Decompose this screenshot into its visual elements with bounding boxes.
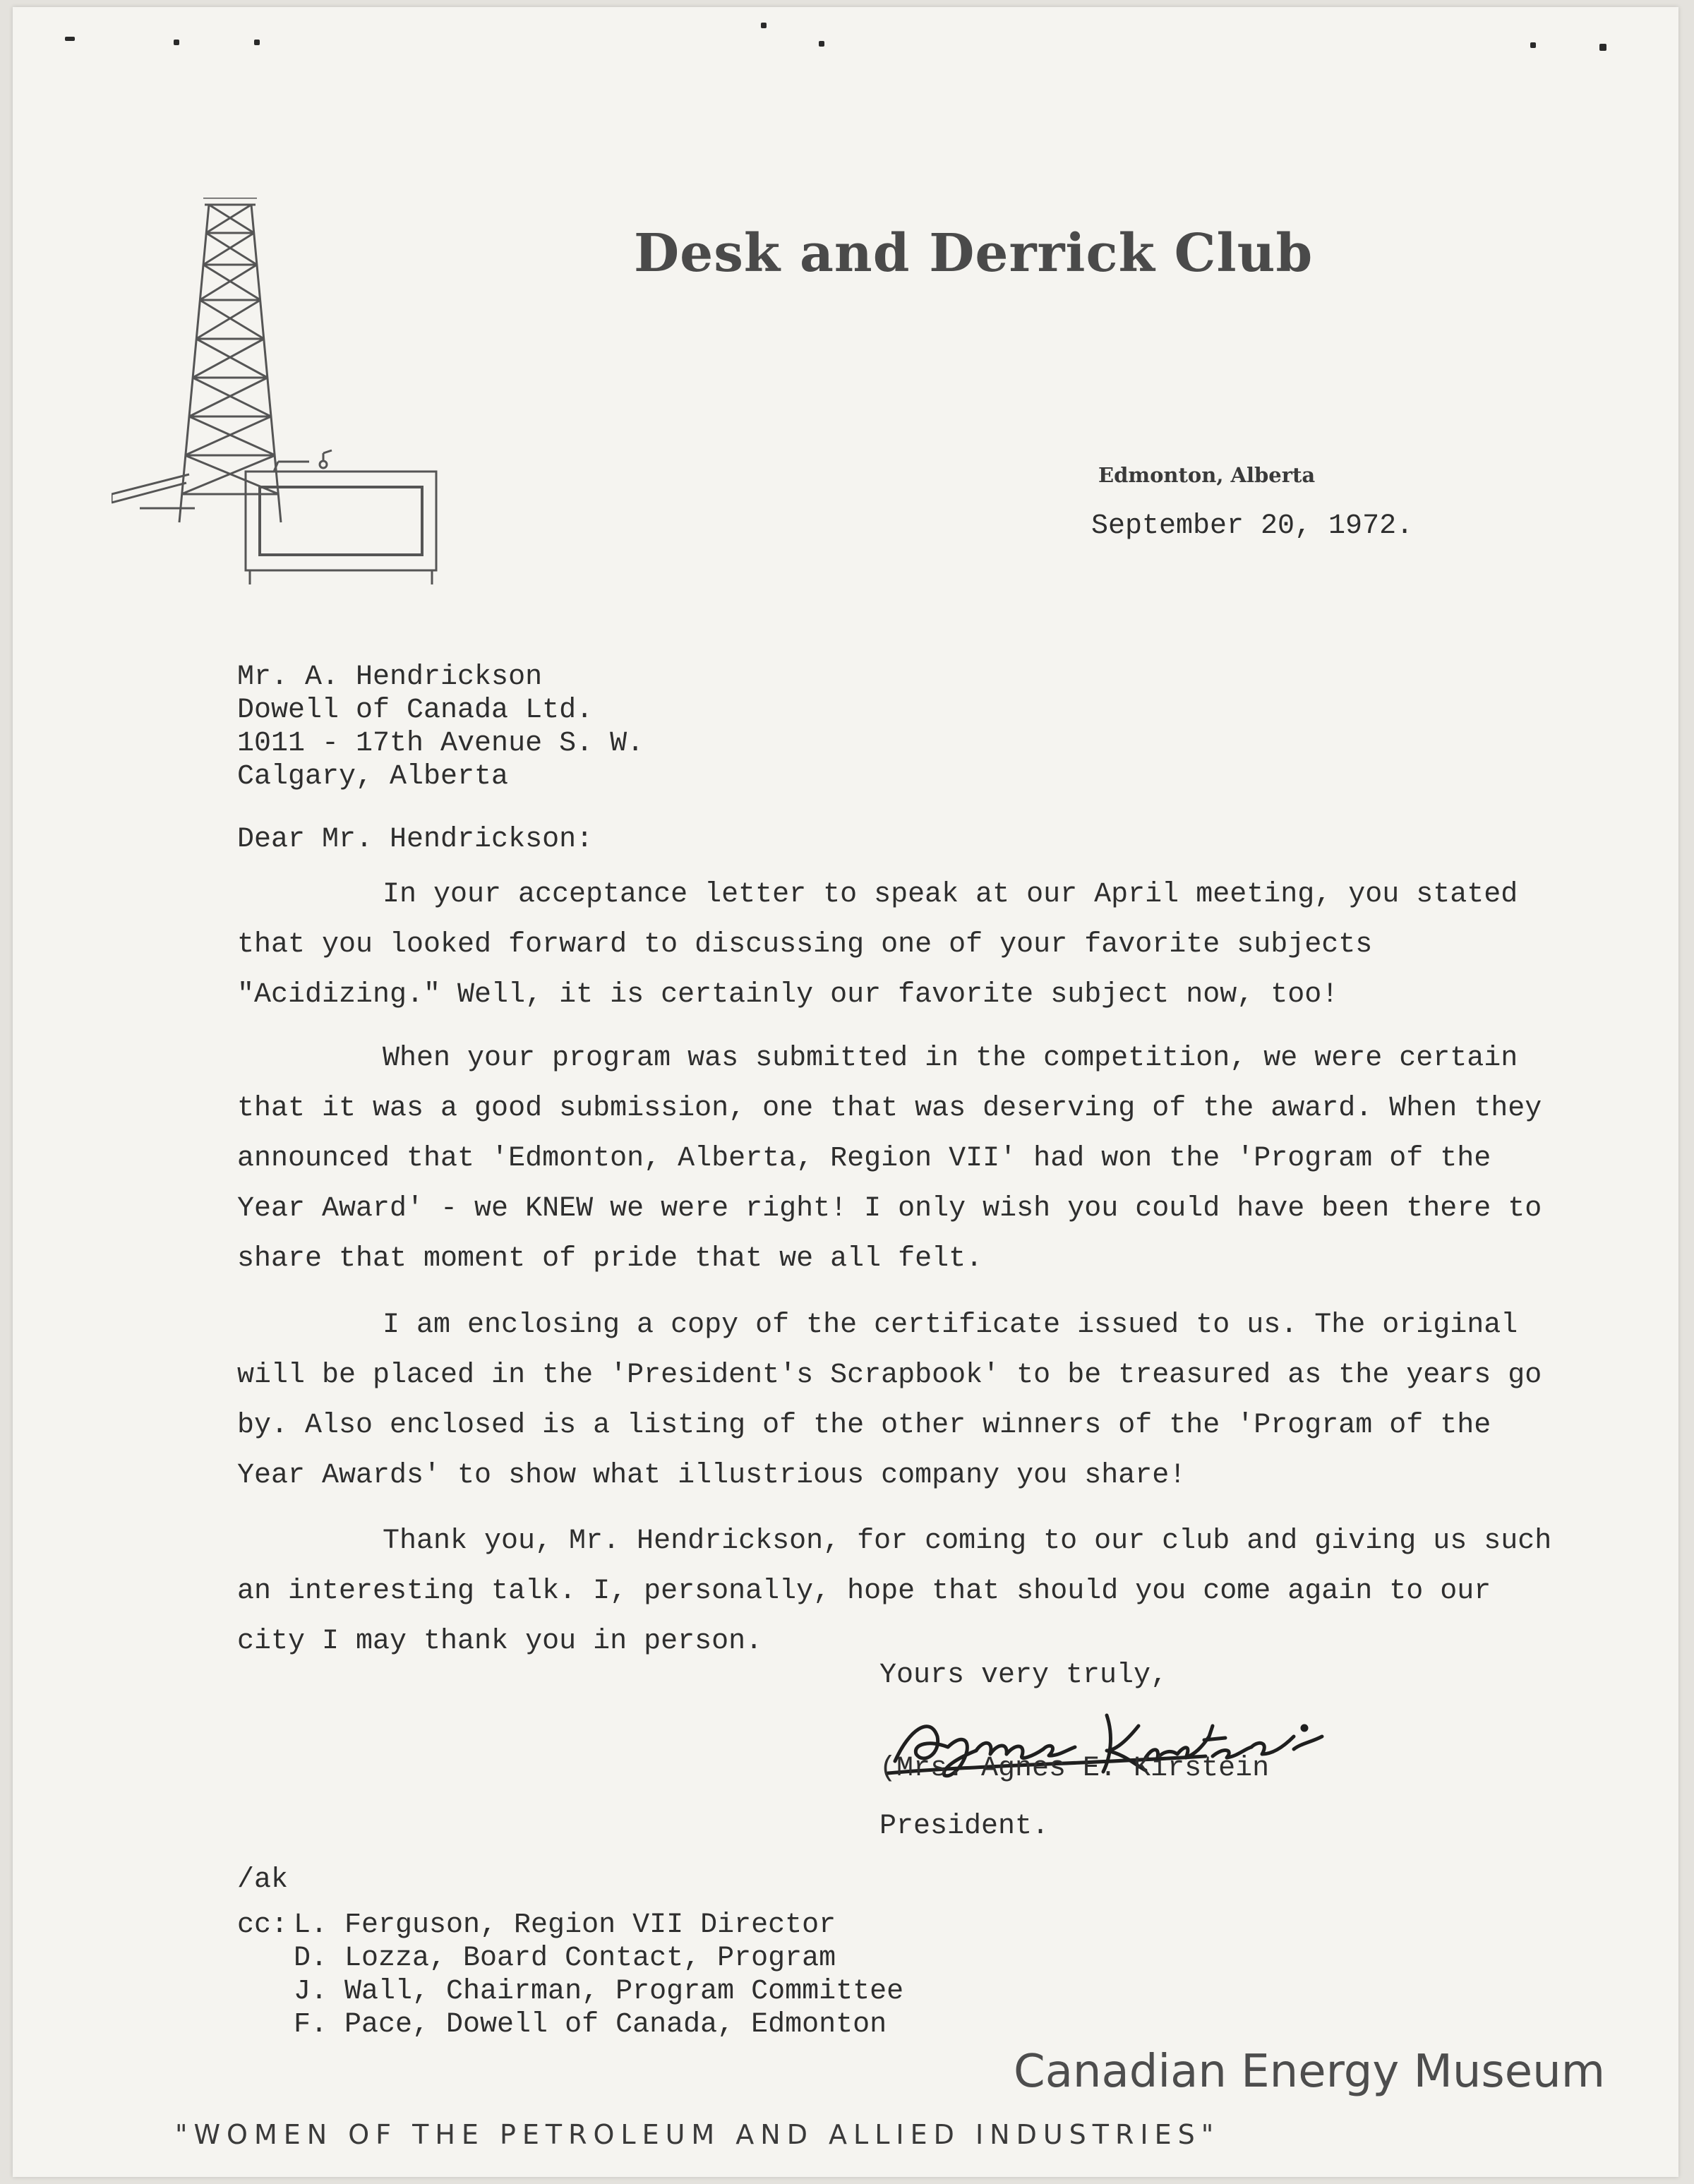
body-paragraph: I am enclosing a copy of the certificate issued to us. The original will be placed in the 'President's Scrapbook' to be treasured as the years go by. Also enclosed is a listing of the other winners of the 'Program of the Year Awards' to show what illustrious company you share! [237,1309,1542,1492]
letterhead-title: Desk and Derrick Club [634,223,1314,284]
derrick-logo-icon [112,198,450,593]
punch-mark [1599,44,1606,51]
museum-watermark: Canadian Energy Museum [1014,2046,1606,2098]
punch-mark [254,40,260,45]
signer-title: President. [879,1811,1050,1842]
punch-mark [819,41,824,47]
signer-name: (Mrs. Agnes E. Kirstein [879,1753,1270,1784]
recipient-city: Calgary, Alberta [237,761,509,793]
cc-item: F. Pace, Dowell of Canada, Edmonton [294,2009,887,2041]
punch-mark [1530,42,1536,48]
punch-mark [761,23,767,28]
letterhead-location: Edmonton, Alberta [1098,463,1316,487]
cc-item: D. Lozza, Board Contact, Program [294,1943,836,1974]
recipient-address [237,661,644,793]
punch-mark [174,40,179,45]
letter-date: September 20, 1972. [1091,510,1414,542]
recipient-company: Dowell of Canada Ltd. [237,695,594,726]
closing: Yours very truly, [879,1660,1168,1691]
typist-initials: /ak [237,1864,289,1896]
cc-label: cc: [237,1909,289,1941]
letter-page [13,7,1678,2177]
punch-mark [65,37,75,41]
recipient-name: Mr. A. Hendrickson [237,661,543,693]
recipient-street: 1011 - 17th Avenue S. W. [237,728,644,760]
letterhead-footer-slogan: "WOMEN OF THE PETROLEUM AND ALLIED INDUSTRIES" [175,2119,1220,2150]
cc-item: J. Wall, Chairman, Program Committee [294,1976,904,2008]
body-paragraph: In your acceptance letter to speak at our April meeting, you stated that you looked forward to discussing one of your favorite subjects "Acidizing." Well, it is certainly our favorite subject now, too! [237,879,1518,1011]
cc-list [237,1909,903,2041]
salutation: Dear Mr. Hendrickson: [237,824,594,856]
body-paragraph: When your program was submitted in the competition, we were certain that it was a good submission, one that was deserving of the award. When they announced that 'Edmonton, Alberta, Region VII' had won the 'Program of the Year Award' - we KNEW we were right! I only wish you could have been there to share that moment of pride that we all felt. [237,1043,1542,1275]
cc-item: L. Ferguson, Region VII Director [294,1909,836,1941]
body-paragraph: Thank you, Mr. Hendrickson, for coming to our club and giving us such an interesting talk. I, personally, hope that should you come again to our city I may thank you in person. [237,1525,1552,1657]
